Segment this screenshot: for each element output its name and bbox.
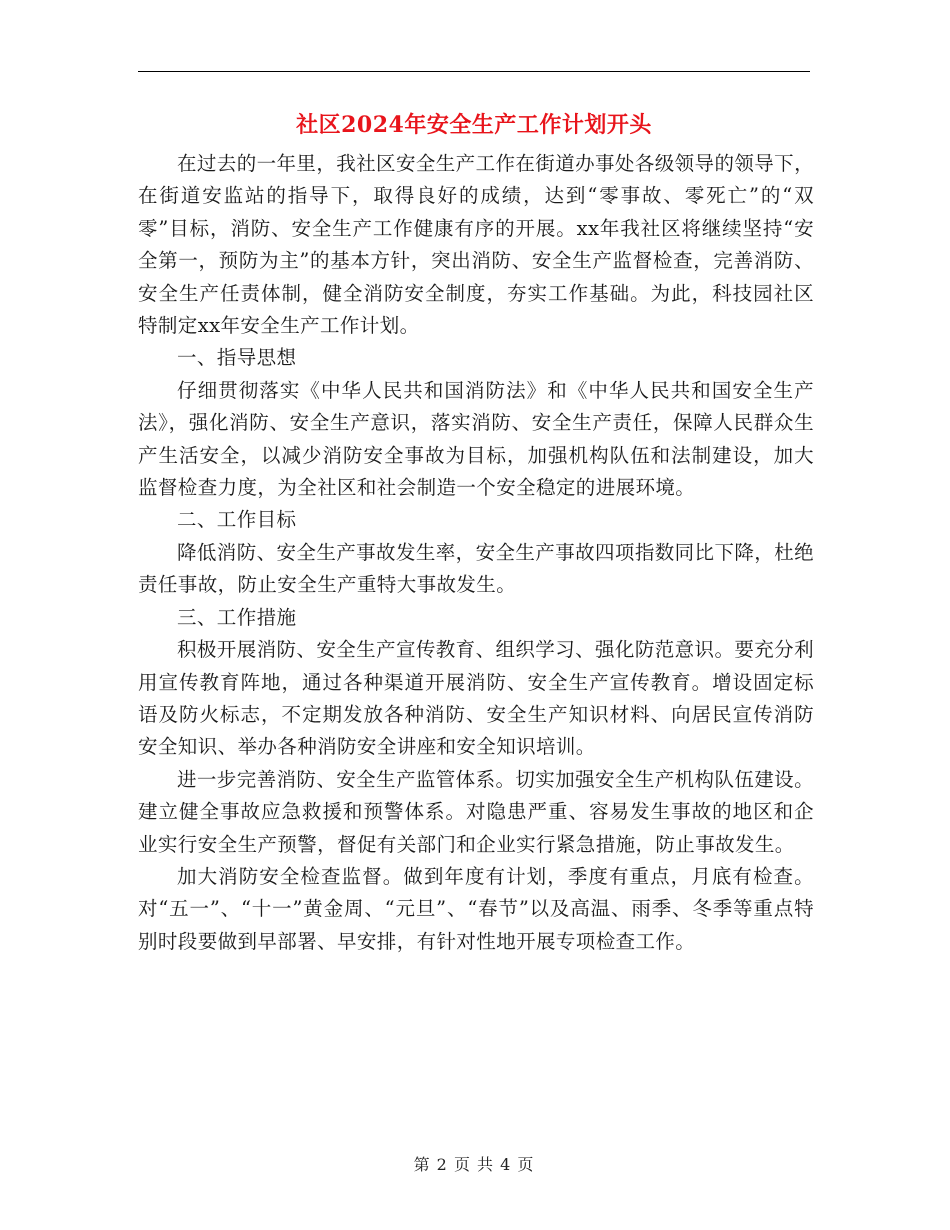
paragraph-measure-inspection: 加大消防安全检查监督。做到年度有计划，季度有重点，月底有检查。对“五一”、“十一”黄金周、“元旦”、“春节”以及高温、雨季、冬季等重点特别时段要做到早部署、早安排，有针对性地开展专项检查工作。: [138, 864, 814, 953]
section-heading-guiding-ideology: 一、指导思想: [177, 346, 297, 370]
section-heading-work-goals: 二、工作目标: [177, 508, 297, 532]
paragraph-measure-education: 积极开展消防、安全生产宣传教育、组织学习、强化防范意识。要充分利用宣传教育阵地，通过各种渠道开展消防、安全生产宣传教育。增设固定标语及防火标志，不定期发放各种消防、安全生产知识材料、向居民宣传消防安全知识、举办各种消防安全讲座和安全知识培训。: [138, 638, 814, 759]
paragraph-work-goals: 降低消防、安全生产事故发生率，安全生产事故四项指数同比下降，杜绝责任事故，防止安全生产重特大事故发生。: [138, 540, 814, 597]
paragraph-intro: 在过去的一年里，我社区安全生产工作在街道办事处各级领导的领导下，在街道安监站的指导下，取得良好的成绩，达到“零事故、零死亡”的“双零”目标，消防、安全生产工作健康有序的开展。xx年我社区将继续坚持“安全第一，预防为主”的基本方针，突出消防、安全生产监督检查，完善消防、安全生产任责体制，健全消防安全制度，夯实工作基础。为此，科技园社区特制定xx年安全生产工作计划。: [138, 152, 814, 338]
document-body: [138, 148, 814, 958]
paragraph-guiding-ideology: 仔细贯彻落实《中华人民共和国消防法》和《中华人民共和国安全生产法》，强化消防、安全生产意识，落实消防、安全生产责任，保障人民群众生产生活安全，以减少消防安全事故为目标，加强机构队伍和法制建设，加大监督检查力度，为全社区和社会制造一个安全稳定的进展环境。: [138, 378, 814, 500]
document-title: 社区2024年安全生产工作计划开头: [296, 112, 652, 138]
paragraph-measure-supervision-system: 进一步完善消防、安全生产监管体系。切实加强安全生产机构队伍建设。建立健全事故应急救援和预警体系。对隐患严重、容易发生事故的地区和企业实行安全生产预警，督促有关部门和企业实行紧急措施，防止事故发生。: [138, 767, 814, 856]
section-heading-work-measures: 三、工作措施: [177, 605, 297, 629]
page-number-footer: 第 2 页 共 4 页: [413, 1155, 535, 1174]
header-rule: [138, 71, 810, 72]
